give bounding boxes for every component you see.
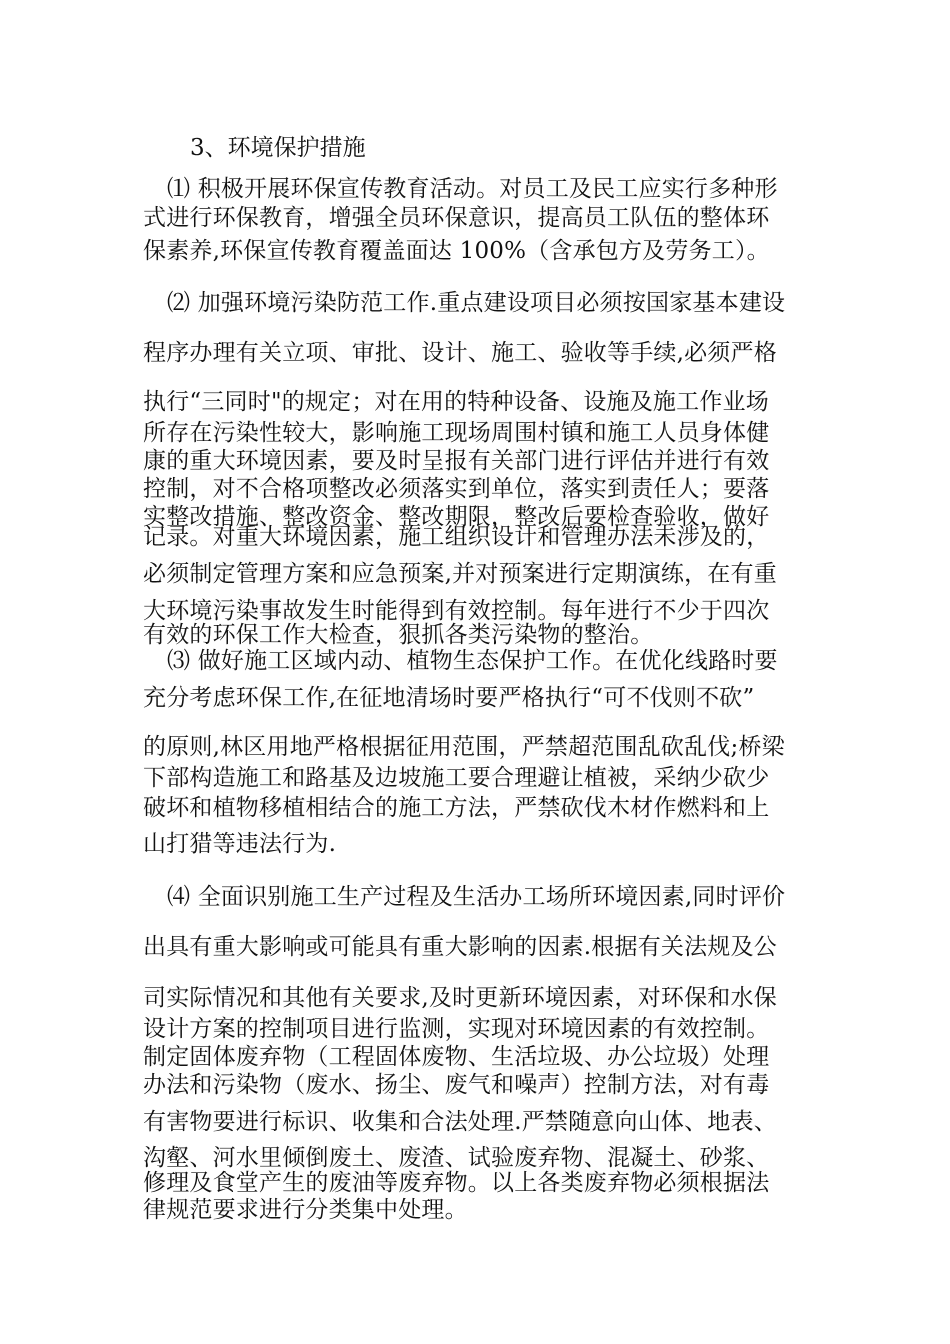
paragraph-line: 有害物要进行标识、收集和合法处理.严禁随意向山体、地表、 <box>143 1109 777 1135</box>
paragraph-line: ⑶ 做好施工区域内动、植物生态保护工作。在优化线路时要 <box>167 648 778 674</box>
paragraph-line: 沟壑、河水里倾倒废土、废渣、试验废弃物、混凝土、砂浆、 <box>143 1145 770 1171</box>
paragraph-line: 充分考虑环保工作,在征地清场时要严格执行“可不伐则不砍” <box>143 685 755 711</box>
paragraph-line: 制定固体废弃物（工程固体废物、生活垃圾、办公垃圾）处理 <box>143 1044 770 1070</box>
paragraph-line: 记录。对重大环境因素，施工组织设计和管理办法未涉及的， <box>143 524 770 550</box>
paragraph-line: 保素养,环保宣传教育覆盖面达 100%（含承包方及劳务工）。 <box>143 238 770 264</box>
paragraph-line: 式进行环保教育，增强全员环保意识，提高员工队伍的整体环 <box>143 205 770 231</box>
paragraph-line: 修理及食堂产生的废油等废弃物。以上各类废弃物必须根据法 <box>143 1170 770 1196</box>
paragraph-line: 必须制定管理方案和应急预案,并对预案进行定期演练，在有重 <box>143 561 777 587</box>
paragraph-line: 设计方案的控制项目进行监测，实现对环境因素的有效控制。 <box>143 1016 770 1042</box>
paragraph-line: 所存在污染性较大，影响施工现场周围村镇和施工人员身体健 <box>143 420 770 446</box>
paragraph-line: 司实际情况和其他有关要求,及时更新环境因素，对环保和水保 <box>143 985 777 1011</box>
paragraph-line: 执行“三同时"的规定；对在用的特种设备、设施及施工作业场 <box>143 389 769 415</box>
paragraph-line: ⑵ 加强环境污染防范工作.重点建设项目必须按国家基本建设 <box>167 290 786 316</box>
paragraph-line: 山打猎等违法行为. <box>143 831 337 857</box>
paragraph-line: 出具有重大影响或可能具有重大影响的因素.根据有关法规及公 <box>143 934 777 960</box>
paragraph-line: 程序办理有关立项、审批、设计、施工、验收等手续,必须严格 <box>143 340 777 366</box>
paragraph-line: 有效的环保工作大检查，狠抓各类污染物的整治。 <box>143 622 654 648</box>
paragraph-line: 康的重大环境因素，要及时呈报有关部门进行评估并进行有效 <box>143 448 770 474</box>
paragraph-line: 控制，对不合格项整改必须落实到单位，落实到责任人；要落 <box>143 476 770 502</box>
paragraph-line: 律规范要求进行分类集中处理。 <box>143 1197 468 1223</box>
paragraph-line: 办法和污染物（废水、扬尘、废气和噪声）控制方法，对有毒 <box>143 1072 770 1098</box>
paragraph-line: 实整改措施、整改资金、整改期限，整改后要检查验收，做好 <box>143 504 770 530</box>
paragraph-line: 的原则,林区用地严格根据征用范围，严禁超范围乱砍乱伐;桥梁 <box>143 734 785 760</box>
paragraph-line: 下部构造施工和路基及边坡施工要合理避让植被，采纳少砍少 <box>143 765 770 791</box>
paragraph-line: ⑷ 全面识别施工生产过程及生活办工场所环境因素,同时评价 <box>167 884 786 910</box>
section-heading: 3、环境保护措施 <box>190 135 366 161</box>
paragraph-line: 大环境污染事故发生时能得到有效控制。每年进行不少于四次 <box>143 598 770 624</box>
paragraph-line: ⑴ 积极开展环保宣传教育活动。对员工及民工应实行多种形 <box>167 176 778 202</box>
paragraph-line: 破坏和植物移植相结合的施工方法，严禁砍伐木材作燃料和上 <box>143 795 770 821</box>
